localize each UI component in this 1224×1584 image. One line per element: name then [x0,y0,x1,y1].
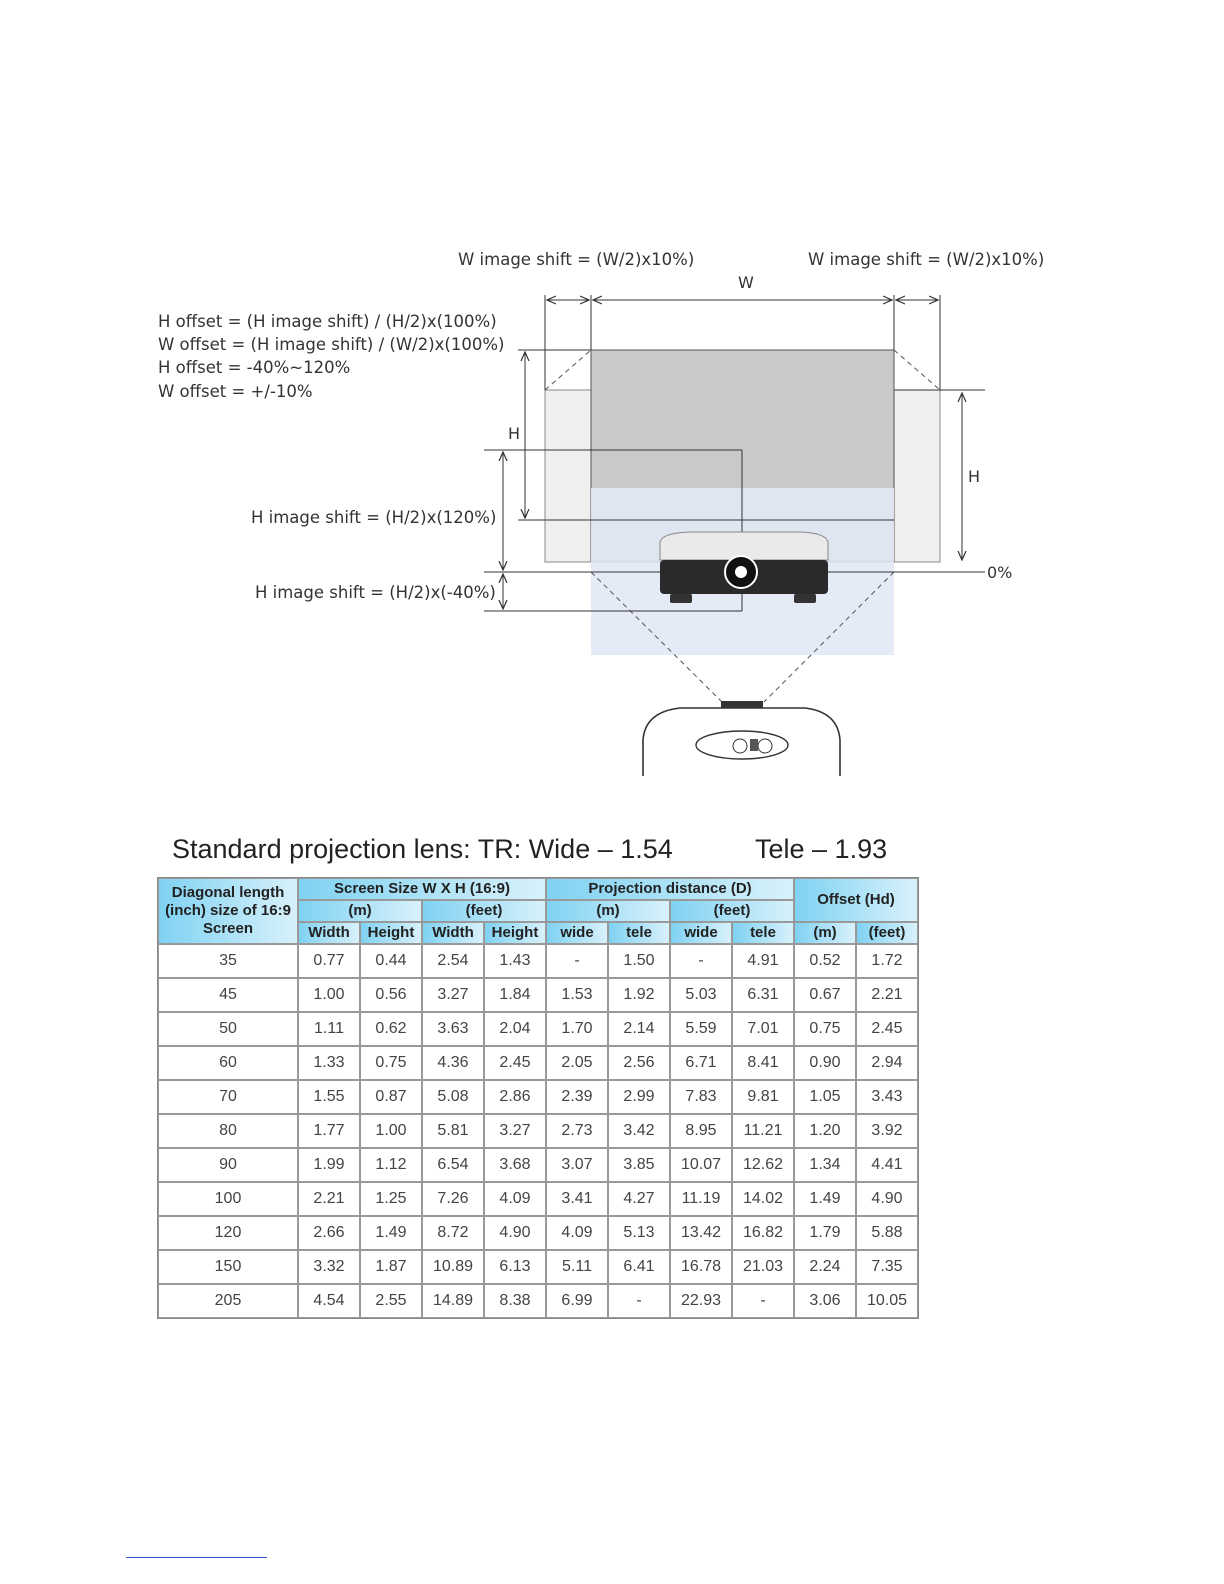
table-cell: 1.87 [360,1250,422,1284]
table-cell: 4.91 [732,944,794,978]
table-cell: 2.55 [360,1284,422,1318]
col-tele-feet: tele [732,922,794,944]
table-cell: 12.62 [732,1148,794,1182]
table-cell: 70 [158,1080,298,1114]
table-cell: 0.75 [794,1012,856,1046]
table-cell: 1.20 [794,1114,856,1148]
table-cell: 0.56 [360,978,422,1012]
table-cell: 2.04 [484,1012,546,1046]
table-cell: 2.94 [856,1046,918,1080]
table-cell: 2.45 [484,1046,546,1080]
lens-title-tele: Tele – 1.93 [755,834,888,864]
col-offset-m: (m) [794,922,856,944]
table-cell: 3.41 [546,1182,608,1216]
table-row [158,1046,918,1080]
table-cell: 2.66 [298,1216,360,1250]
table-row [158,1250,918,1284]
table-cell: 3.32 [298,1250,360,1284]
projection-distance-table [157,877,919,1319]
table-cell: 1.55 [298,1080,360,1114]
table-cell: 7.01 [732,1012,794,1046]
table-cell: 6.31 [732,978,794,1012]
table-cell: 7.35 [856,1250,918,1284]
table-cell: 14.02 [732,1182,794,1216]
table-cell: 10.89 [422,1250,484,1284]
w-label: W [738,273,754,292]
table-row [158,978,918,1012]
col-wide-feet: wide [670,922,732,944]
table-cell: 5.13 [608,1216,670,1250]
table-cell: 6.71 [670,1046,732,1080]
table-cell: 6.13 [484,1250,546,1284]
table-cell: - [732,1284,794,1318]
table-cell: 0.77 [298,944,360,978]
table-body [158,944,918,1318]
table-cell: - [546,944,608,978]
table-cell: 1.05 [794,1080,856,1114]
table-cell: 1.49 [794,1182,856,1216]
table-cell: 5.88 [856,1216,918,1250]
col-offset-feet: (feet) [856,922,918,944]
footer-rule [126,1557,267,1558]
projector-top-icon [643,701,840,776]
table-cell: 3.06 [794,1284,856,1318]
unit-screen-feet: (feet) [422,900,546,922]
h-left-label: H [508,424,521,443]
w-offset-range: W offset = +/-10% [158,382,313,401]
table-cell: 8.95 [670,1114,732,1148]
table-cell: 13.42 [670,1216,732,1250]
table-cell: 3.43 [856,1080,918,1114]
table-row [158,1148,918,1182]
table-cell: 0.90 [794,1046,856,1080]
header-diagonal: Diagonal length (inch) size of 16:9 Screen [158,878,298,944]
col-tele-m: tele [608,922,670,944]
table-cell: 10.07 [670,1148,732,1182]
table-cell: 22.93 [670,1284,732,1318]
table-cell: 90 [158,1148,298,1182]
table-cell: 5.81 [422,1114,484,1148]
table-cell: 2.56 [608,1046,670,1080]
table-cell: 6.54 [422,1148,484,1182]
table-cell: 3.85 [608,1148,670,1182]
table-cell: 4.27 [608,1182,670,1216]
unit-distance-feet: (feet) [670,900,794,922]
zero-percent-label: 0% [987,563,1013,582]
w-shift-left-label: W image shift = (W/2)x10%) [458,250,695,269]
table-cell: 6.99 [546,1284,608,1318]
h-right-label: H [968,467,981,486]
table-cell: 1.00 [298,978,360,1012]
table-cell: 1.12 [360,1148,422,1182]
lens-title [172,834,888,865]
table-cell: 7.83 [670,1080,732,1114]
table-cell: 1.79 [794,1216,856,1250]
col-height-m: Height [360,922,422,944]
table-cell: 8.38 [484,1284,546,1318]
table-cell: 1.11 [298,1012,360,1046]
table-row [158,1182,918,1216]
table-cell: 1.25 [360,1182,422,1216]
table-cell: 3.27 [422,978,484,1012]
table-cell: 4.41 [856,1148,918,1182]
table-cell: 4.09 [484,1182,546,1216]
col-wide-m: wide [546,922,608,944]
table-cell: 21.03 [732,1250,794,1284]
table-cell: 16.78 [670,1250,732,1284]
h-offset-range: H offset = -40%~120% [158,358,351,377]
table-cell: 2.24 [794,1250,856,1284]
lens-title-wide: Standard projection lens: TR: Wide – 1.54 [172,834,673,864]
table-cell: 1.50 [608,944,670,978]
w-shift-right-label: W image shift = (W/2)x10%) [808,250,1045,269]
table-cell: 50 [158,1012,298,1046]
table-cell: 1.53 [546,978,608,1012]
table-cell: 10.05 [856,1284,918,1318]
table-cell: 0.44 [360,944,422,978]
header-screen-size: Screen Size W X H (16:9) [298,878,546,900]
col-width-feet: Width [422,922,484,944]
table-cell: 0.75 [360,1046,422,1080]
table-cell: 9.81 [732,1080,794,1114]
table-cell: 3.63 [422,1012,484,1046]
table-row [158,1216,918,1250]
table-cell: 4.54 [298,1284,360,1318]
table-cell: 3.42 [608,1114,670,1148]
table-cell: 1.49 [360,1216,422,1250]
table-row [158,1284,918,1318]
table-cell: 1.72 [856,944,918,978]
table-row [158,1080,918,1114]
table-cell: 11.21 [732,1114,794,1148]
table-cell: 2.05 [546,1046,608,1080]
table-cell: 5.08 [422,1080,484,1114]
table-cell: 2.14 [608,1012,670,1046]
table-cell: 205 [158,1284,298,1318]
w-offset-formula: W offset = (H image shift) / (W/2)x(100%) [158,335,505,354]
header-projection-distance: Projection distance (D) [546,878,794,900]
table-cell: 3.92 [856,1114,918,1148]
table-cell: 7.26 [422,1182,484,1216]
table-cell: 1.34 [794,1148,856,1182]
table-cell: 100 [158,1182,298,1216]
unit-distance-m: (m) [546,900,670,922]
col-width-m: Width [298,922,360,944]
table-cell: 1.99 [298,1148,360,1182]
table-cell: 5.11 [546,1250,608,1284]
table-cell: 45 [158,978,298,1012]
table-row [158,1114,918,1148]
h-offset-formula: H offset = (H image shift) / (H/2)x(100%) [158,312,497,331]
table-cell: 0.87 [360,1080,422,1114]
table-cell: 1.70 [546,1012,608,1046]
table-cell: 2.45 [856,1012,918,1046]
table-cell: 8.72 [422,1216,484,1250]
h-shift-neg40-label: H image shift = (H/2)x(-40%) [255,583,496,602]
table-cell: 6.41 [608,1250,670,1284]
table-cell: 2.86 [484,1080,546,1114]
table-cell: 4.36 [422,1046,484,1080]
table-cell: 2.54 [422,944,484,978]
h-shift-120-label: H image shift = (H/2)x(120%) [251,508,497,527]
table-cell: 2.39 [546,1080,608,1114]
table-cell: 0.52 [794,944,856,978]
table-cell: 2.21 [856,978,918,1012]
col-height-feet: Height [484,922,546,944]
table-cell: 3.07 [546,1148,608,1182]
table-cell: 4.09 [546,1216,608,1250]
table-row [158,944,918,978]
table-cell: 2.99 [608,1080,670,1114]
table-cell: 8.41 [732,1046,794,1080]
table-cell: 1.84 [484,978,546,1012]
table-cell: 1.43 [484,944,546,978]
table-cell: - [670,944,732,978]
unit-screen-m: (m) [298,900,422,922]
table-cell: 1.92 [608,978,670,1012]
table-row [158,1012,918,1046]
table-cell: 3.27 [484,1114,546,1148]
table-cell: 1.77 [298,1114,360,1148]
table-cell: 0.67 [794,978,856,1012]
table-cell: 1.00 [360,1114,422,1148]
table-cell: 80 [158,1114,298,1148]
table-cell: 5.59 [670,1012,732,1046]
table-cell: 60 [158,1046,298,1080]
table-cell: 2.21 [298,1182,360,1216]
table-cell: 4.90 [484,1216,546,1250]
table-cell: 5.03 [670,978,732,1012]
table-cell: 150 [158,1250,298,1284]
table-cell: 2.73 [546,1114,608,1148]
header-offset: Offset (Hd) [794,878,918,922]
table-cell: 14.89 [422,1284,484,1318]
table-cell: - [608,1284,670,1318]
table-cell: 16.82 [732,1216,794,1250]
projector-front-icon [660,532,828,603]
table-cell: 11.19 [670,1182,732,1216]
table-cell: 4.90 [856,1182,918,1216]
table-cell: 35 [158,944,298,978]
table-cell: 1.33 [298,1046,360,1080]
table-cell: 120 [158,1216,298,1250]
table-cell: 3.68 [484,1148,546,1182]
table-cell: 0.62 [360,1012,422,1046]
